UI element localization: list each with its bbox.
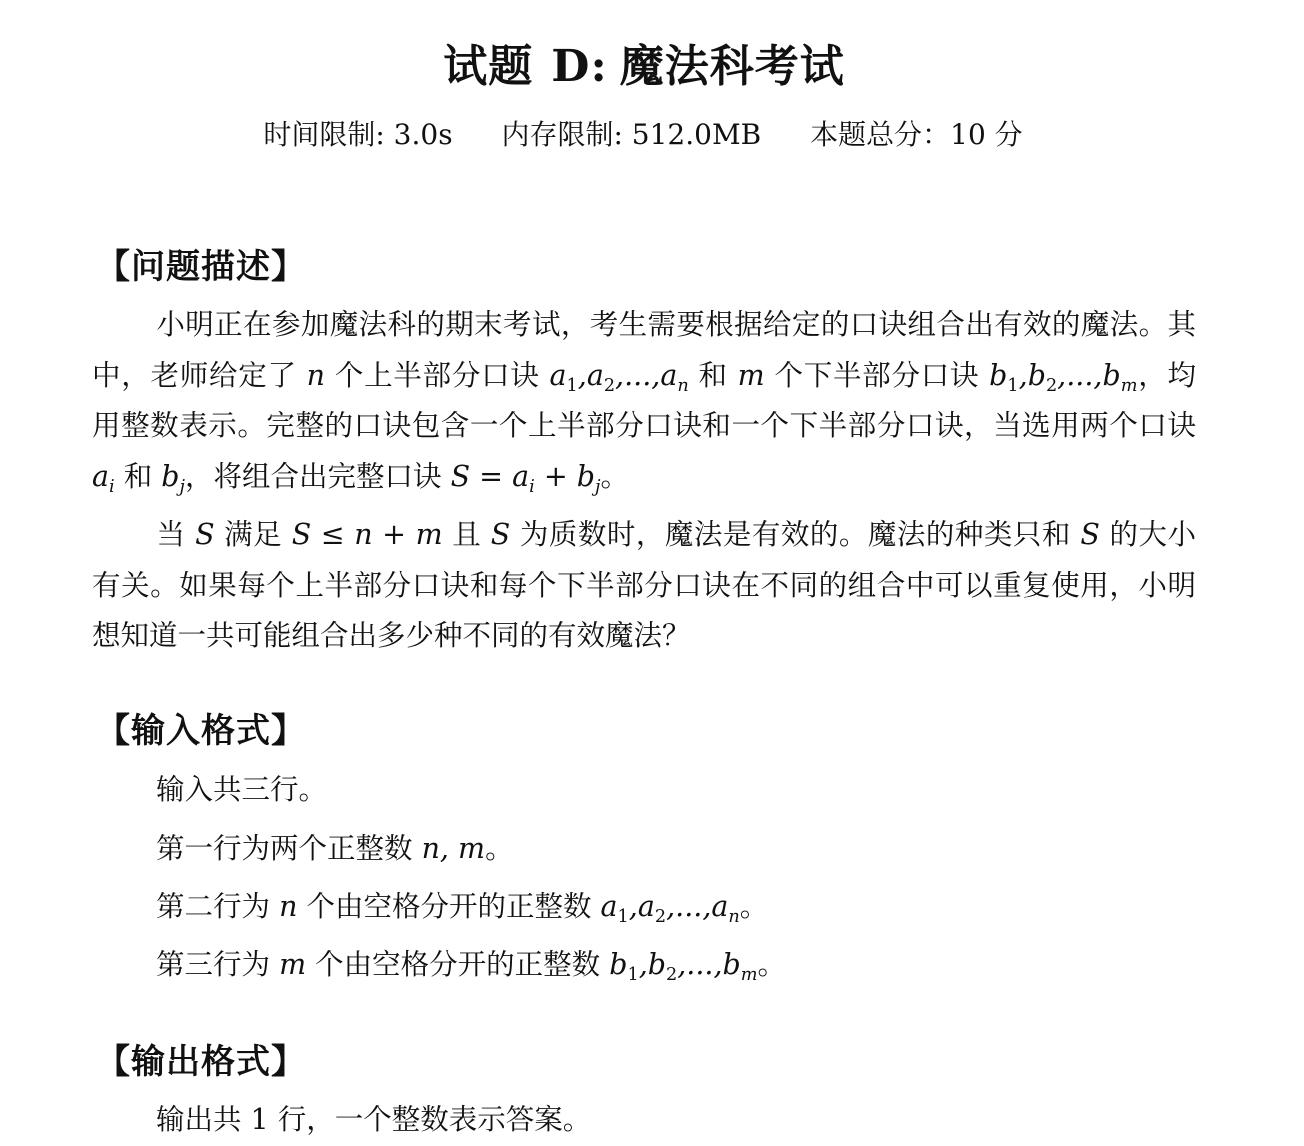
problem-title xyxy=(0,30,1288,94)
input-line-2: 第一行为两个正整数 n, m。 xyxy=(156,832,514,865)
math-b-sequence: $b_1,b_2,...,b_m$ xyxy=(989,358,1138,396)
math-n: n xyxy=(279,890,298,923)
math-n: n xyxy=(306,358,326,392)
math-s: S xyxy=(490,518,511,551)
math-m: m xyxy=(737,358,765,392)
time-limit: 时间限制: 3.0s xyxy=(263,118,453,151)
math-n-m: n, m xyxy=(421,832,486,865)
total-score: 本题总分：10 分 xyxy=(810,118,1023,151)
title-letter: D: xyxy=(551,41,608,92)
problem-meta xyxy=(0,113,1286,153)
math-b-sequence: $b_1,b_2,...,b_m$ xyxy=(609,948,758,986)
math-sum: $S = a_i + b_j$ xyxy=(450,459,601,497)
description-paragraph-2: 当 S 满足 S ≤ n + m 且 S 为质数时，魔法是有效的。魔法的种类只和 S 的大小有关。如果每个上半部分口诀和每个下半部分口诀在不同的组合中可以重复使用，小明想知道一共可能组合出多少种不同的有效魔法？ xyxy=(92,518,1197,652)
input-line-1: 输入共三行。 xyxy=(156,773,328,806)
math-ai: $a_i$ xyxy=(92,459,115,497)
input-heading: 【输入格式】 xyxy=(96,711,306,751)
math-inequality: S ≤ n + m xyxy=(291,518,443,551)
math-s: S xyxy=(195,518,215,551)
output-line-1: 输出共 1 行，一个整数表示答案。 xyxy=(156,1103,592,1136)
math-bj: $b_j$ xyxy=(161,459,186,497)
input-line-3: 第二行为 n 个由空格分开的正整数 $a_1,a_2,...,a_n$。 xyxy=(156,890,769,928)
title-name: 魔法科考试 xyxy=(619,41,845,92)
title-prefix: 试题 xyxy=(443,41,534,92)
input-line-4: 第三行为 m 个由空格分开的正整数 $b_1,b_2,...,b_m$。 xyxy=(156,948,787,986)
math-s: S xyxy=(1080,518,1100,551)
description-heading: 【问题描述】 xyxy=(96,247,306,287)
math-a-sequence: $a_1,a_2,...,a_n$ xyxy=(549,358,689,396)
math-m: m xyxy=(279,948,307,981)
output-heading: 【输出格式】 xyxy=(96,1042,306,1082)
description-paragraph-1: 小明正在参加魔法科的期末考试，考生需要根据给定的口诀组合出有效的魔法。其中，老师给定了 n 个上半部分口诀 $a_1,a_2,...,a_n$ 和 m 个下半部分口诀 $b_1,b_2,...,b_m$，均用整数表示。完整的口诀包含一个上半部分口诀和一个下半部分口诀，当选用两个口诀 $a_i$ 和 $b_j$，将组合出完整口诀 $S = a_i + b_j$。 xyxy=(92,308,1196,497)
memory-limit: 内存限制: 512.0MB xyxy=(501,118,762,151)
math-a-sequence: $a_1,a_2,...,a_n$ xyxy=(600,890,740,928)
